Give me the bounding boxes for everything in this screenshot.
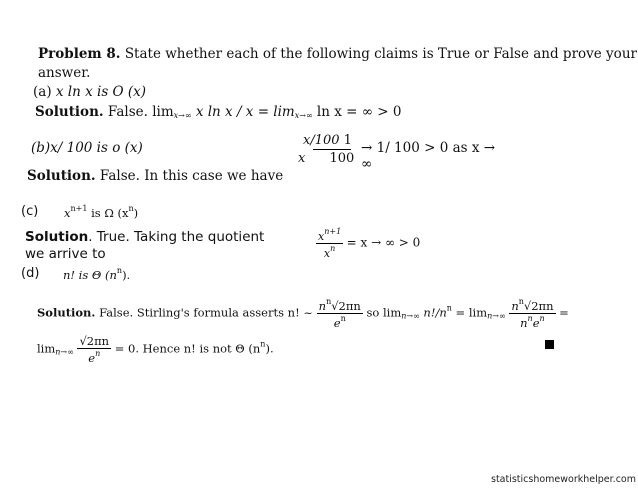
line2-fraction: [77, 334, 111, 365]
claim-exp: n: [116, 266, 123, 275]
part-b-frac-top: [303, 133, 352, 148]
quotient-denominator: [316, 244, 343, 260]
sn: n: [318, 299, 327, 313]
problem-text-2: answer.: [38, 65, 91, 81]
quotient-numerator: [316, 227, 343, 244]
part-b-frac-bottom: [298, 151, 354, 166]
rn-exp: n: [518, 297, 524, 306]
frac-x: x: [298, 151, 306, 166]
limit-subscript-2: x→∞: [294, 111, 313, 120]
ratio-fraction: [509, 297, 555, 330]
problem-statement-line2: [38, 65, 90, 81]
rde: e: [532, 316, 540, 330]
den-exp: n: [330, 244, 336, 253]
line2-denominator: [77, 349, 111, 365]
part-a-claim-text: x ln x is O (x): [55, 84, 147, 100]
l2d-exp: n: [95, 349, 101, 358]
part-a-expr-end: ln x = ∞ > 0: [312, 104, 402, 120]
problem-statement: [38, 46, 637, 62]
den-base: x: [323, 247, 331, 260]
equals: =: [559, 305, 569, 320]
stirling-denominator: [317, 314, 363, 330]
footer-site: statisticshomeworkhelper.com: [491, 474, 636, 485]
rroot: √2πn: [523, 299, 554, 313]
so-lim-eq: = lim: [451, 305, 488, 320]
part-d-solution-label: Solution.: [37, 305, 96, 320]
part-a-claim: [33, 84, 146, 100]
part-b-claim: (b)x/ 100 is o (x): [31, 140, 143, 156]
num-base: x: [318, 230, 325, 243]
part-d-solution-line1: [37, 297, 569, 330]
part-d-solution-text: False. Stirling's formula asserts n! ~: [99, 305, 313, 320]
part-d-claim: [63, 266, 130, 282]
part-c-label: (c): [21, 204, 39, 219]
part-b-limit: → 1/ 100 > 0 as x →: [361, 140, 496, 156]
part-d-label: (d): [21, 266, 40, 281]
line2-sub: n→∞: [55, 347, 74, 357]
lim-sub: n→∞: [401, 311, 420, 321]
part-b-infinity: ∞: [361, 156, 373, 172]
problem-text: State whether each of the following claims is True or False and prove your: [124, 46, 637, 62]
lim-sub-2: n→∞: [487, 311, 506, 321]
line2-end: ).: [265, 341, 274, 356]
part-c-solution-line2: we arrive to: [25, 246, 106, 262]
claim-end: ): [133, 206, 139, 220]
part-a-expr: x ln x / x = lim: [191, 104, 295, 120]
rn: n: [511, 299, 519, 313]
limit-subscript: x→∞: [173, 111, 192, 120]
part-c-solution: [25, 229, 264, 245]
rd-exp: n: [527, 314, 533, 323]
so-lim-exp: n: [446, 303, 452, 313]
claim-exponent: n+1: [70, 204, 88, 213]
problem-label: Problem 8.: [38, 46, 121, 62]
part-c-quotient: [316, 227, 420, 260]
frac-numerator: x/100: [303, 133, 340, 148]
claim-end: ).: [122, 268, 131, 282]
claim-base: x: [64, 206, 71, 220]
rde-exp: n: [539, 314, 545, 323]
part-a-label: (a): [33, 84, 52, 100]
ratio-numerator: [509, 297, 555, 314]
sn-exp: n: [326, 297, 332, 306]
line2-exp: n: [260, 339, 266, 349]
claim-text: n! is Θ (n: [63, 268, 117, 282]
sd-exp: n: [340, 314, 346, 323]
part-b-solution-text: False. In this case we have: [99, 168, 284, 184]
so-lim-tail: n!/n: [419, 305, 447, 320]
so-lim: so lim: [366, 305, 402, 320]
claim-exponent-2: n: [128, 204, 134, 213]
line2-lim: lim: [37, 341, 56, 356]
part-b-solution: [27, 168, 283, 184]
qed-square-icon: [545, 340, 554, 349]
sd: e: [333, 316, 341, 330]
part-b-frac-bar: [313, 149, 351, 150]
frac-one: 1: [343, 133, 352, 148]
part-d-solution-line2: [37, 334, 274, 365]
stirling-numerator: [317, 297, 363, 314]
quotient-result: = x → ∞ > 0: [346, 235, 421, 250]
part-c-claim: [64, 204, 138, 220]
part-a-solution-text: False. lim: [107, 104, 174, 120]
frac-denominator: 100: [329, 151, 355, 166]
quotient-fraction: [316, 227, 343, 260]
ratio-denominator: [509, 314, 555, 330]
part-a-solution: [35, 104, 401, 120]
part-a-solution-label: Solution.: [35, 104, 104, 120]
part-c-solution-label: Solution: [25, 229, 89, 245]
part-b-solution-label: Solution.: [27, 168, 96, 184]
l2d: e: [88, 351, 96, 365]
stirling-fraction: [317, 297, 363, 330]
rd: n: [520, 316, 528, 330]
sroot: √2πn: [331, 299, 361, 313]
num-exp: n+1: [324, 227, 342, 236]
claim-mid: is Ω (x: [87, 206, 129, 220]
line2-tail: = 0. Hence n! is not Θ (n: [114, 341, 261, 356]
part-c-solution-text: . True. Taking the quotient: [88, 229, 265, 245]
line2-numerator: √2πn: [79, 334, 110, 348]
